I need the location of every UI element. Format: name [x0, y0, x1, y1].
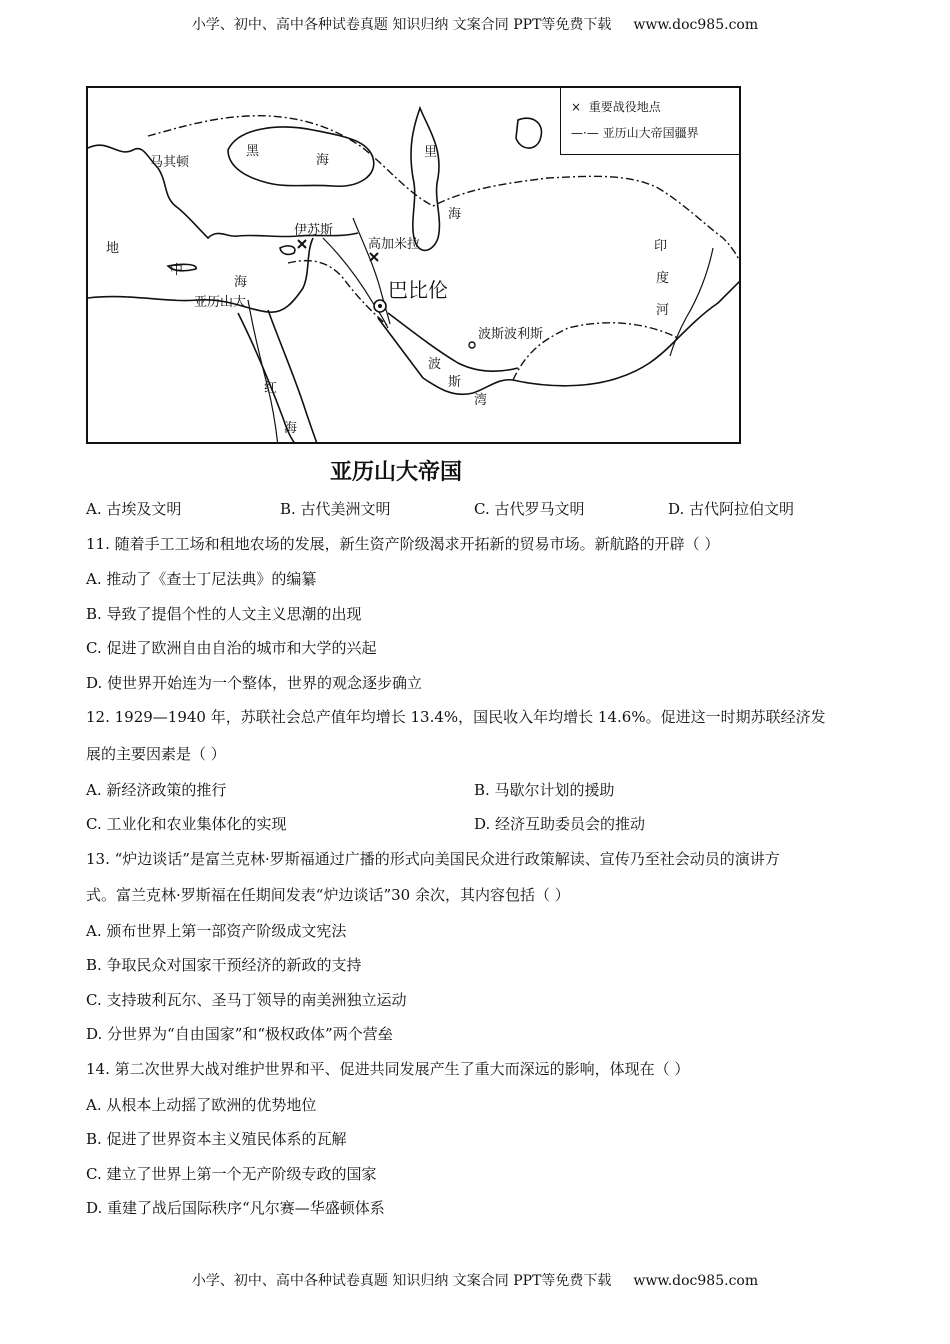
q13-stem-line2: 式。富兰克林·罗斯福在任期间发表“炉边谈话”30 余次，其内容包括（ ）: [86, 886, 570, 904]
caspian-sea-coast: [411, 108, 439, 250]
label-caspian-1: 里: [424, 145, 438, 160]
label-black-sea-2: 海: [316, 153, 330, 168]
label-persepolis: 波斯波利斯: [478, 327, 544, 342]
label-indus-1: 印: [654, 239, 668, 254]
label-gulf-3: 湾: [474, 393, 488, 408]
persepolis-marker: [469, 342, 475, 348]
q13-stem-line1: 13. “炉边谈话”是富兰克林·罗斯福通过广播的形式向美国民众进行政策解读、宣传乃至社会动员的演讲方: [86, 850, 780, 868]
q10-option-c[interactable]: C. 古代罗马文明: [474, 500, 585, 518]
label-red-sea-2: 海: [284, 421, 298, 436]
legend-border: —·— 亚历山大帝国疆界: [571, 126, 699, 140]
arabian-sea-coast: [513, 278, 741, 386]
q12-stem-line2: 展的主要因素是（ ）: [86, 745, 226, 763]
label-issus: 伊苏斯: [294, 223, 334, 238]
q13-option-d[interactable]: D. 分世界为“自由国家”和“极权政体”两个营垒: [86, 1025, 393, 1043]
footer-url[interactable]: www.doc985.com: [633, 1273, 759, 1289]
q11-option-a[interactable]: A. 推动了《查士丁尼法典》的编纂: [86, 570, 317, 588]
q10-option-a[interactable]: A. 古埃及文明: [86, 500, 182, 518]
empire-border: [148, 116, 741, 380]
aral-sea-coast: [516, 118, 541, 148]
label-red-sea-1: 红: [264, 381, 278, 396]
q14-option-b[interactable]: B. 促进了世界资本主义殖民体系的瓦解: [86, 1130, 347, 1148]
q10-option-b[interactable]: B. 古代美洲文明: [280, 500, 391, 518]
nile-river: [248, 300, 278, 444]
q12-option-d[interactable]: D. 经济互助委员会的推动: [474, 815, 646, 833]
q14-option-a[interactable]: A. 从根本上动摇了欧洲的优势地位: [86, 1096, 317, 1114]
q14-option-d[interactable]: D. 重建了战后国际秩序“凡尔赛—华盛顿体系: [86, 1199, 385, 1217]
q11-option-b[interactable]: B. 导致了提倡个性的人文主义思潮的出现: [86, 605, 362, 623]
q13-option-b[interactable]: B. 争取民众对国家干预经济的新政的支持: [86, 956, 362, 974]
page-header: [0, 14, 950, 34]
label-macedonia: 马其顿: [150, 155, 190, 170]
q14-option-c[interactable]: C. 建立了世界上第一个无产阶级专政的国家: [86, 1165, 377, 1183]
legend-border-label: 亚历山大帝国疆界: [602, 126, 699, 140]
q11-option-c[interactable]: C. 促进了欧洲自由自治的城市和大学的兴起: [86, 639, 377, 657]
q13-option-c[interactable]: C. 支持玻利瓦尔、圣马丁领导的南美洲独立运动: [86, 991, 407, 1009]
battle-marker-gaugamela: [370, 253, 378, 261]
label-med-2: 中: [170, 263, 184, 278]
label-gaugamela: 高加米拉: [368, 237, 421, 252]
map-caption: 亚历山大帝国: [330, 460, 463, 485]
q12-option-c[interactable]: C. 工业化和农业集体化的实现: [86, 815, 287, 833]
q13-option-a[interactable]: A. 颁布世界上第一部资产阶级成文宪法: [86, 922, 347, 940]
label-med-3: 海: [234, 275, 248, 290]
label-indus-3: 河: [656, 303, 670, 318]
battle-marker-issus: [298, 240, 306, 248]
map-legend: [560, 88, 741, 155]
page-footer: [0, 1270, 950, 1290]
label-caspian-2: 海: [448, 207, 462, 222]
label-black-sea-1: 黑: [246, 144, 260, 159]
label-gulf-1: 波: [428, 357, 442, 372]
alexander-empire-map: [86, 86, 741, 444]
header-text: 小学、初中、高中各种试卷真题 知识归纳 文案合同 PPT等免费下载: [191, 17, 612, 33]
q14-stem: 14. 第二次世界大战对维护世界和平、促进共同发展产生了重大而深远的影响，体现在（ ）: [86, 1060, 690, 1078]
label-alexandria: 亚历山大: [194, 295, 247, 310]
q12-stem-line1: 12. 1929—1940 年，苏联社会总产值年均增长 13.4%，国民收入年均增长 14.6%。促进这一时期苏联经济发: [86, 708, 826, 726]
cyprus-island: [280, 246, 295, 254]
q10-option-d[interactable]: D. 古代阿拉伯文明: [668, 500, 795, 518]
footer-text: 小学、初中、高中各种试卷真题 知识归纳 文案合同 PPT等免费下载: [191, 1273, 612, 1289]
header-url[interactable]: www.doc985.com: [633, 17, 759, 33]
legend-battle: × 重要战役地点: [571, 100, 661, 114]
legend-battle-label: 重要战役地点: [588, 100, 661, 114]
label-babylon: 巴比伦: [388, 278, 448, 302]
q12-option-b[interactable]: B. 马歇尔计划的援助: [474, 781, 615, 799]
q12-option-a[interactable]: A. 新经济政策的推行: [86, 781, 227, 799]
red-sea-coast: [238, 310, 318, 444]
q11-option-d[interactable]: D. 使世界开始连为一个整体，世界的观念逐步确立: [86, 674, 423, 692]
label-gulf-2: 斯: [448, 375, 462, 390]
babylon-marker-inner: [378, 304, 382, 308]
q11-stem: 11. 随着手工工场和租地农场的发展，新生资产阶级渴求开拓新的贸易市场。新航路的开辟（ ）: [86, 535, 720, 553]
label-med-1: 地: [106, 241, 120, 256]
label-indus-2: 度: [656, 271, 670, 286]
